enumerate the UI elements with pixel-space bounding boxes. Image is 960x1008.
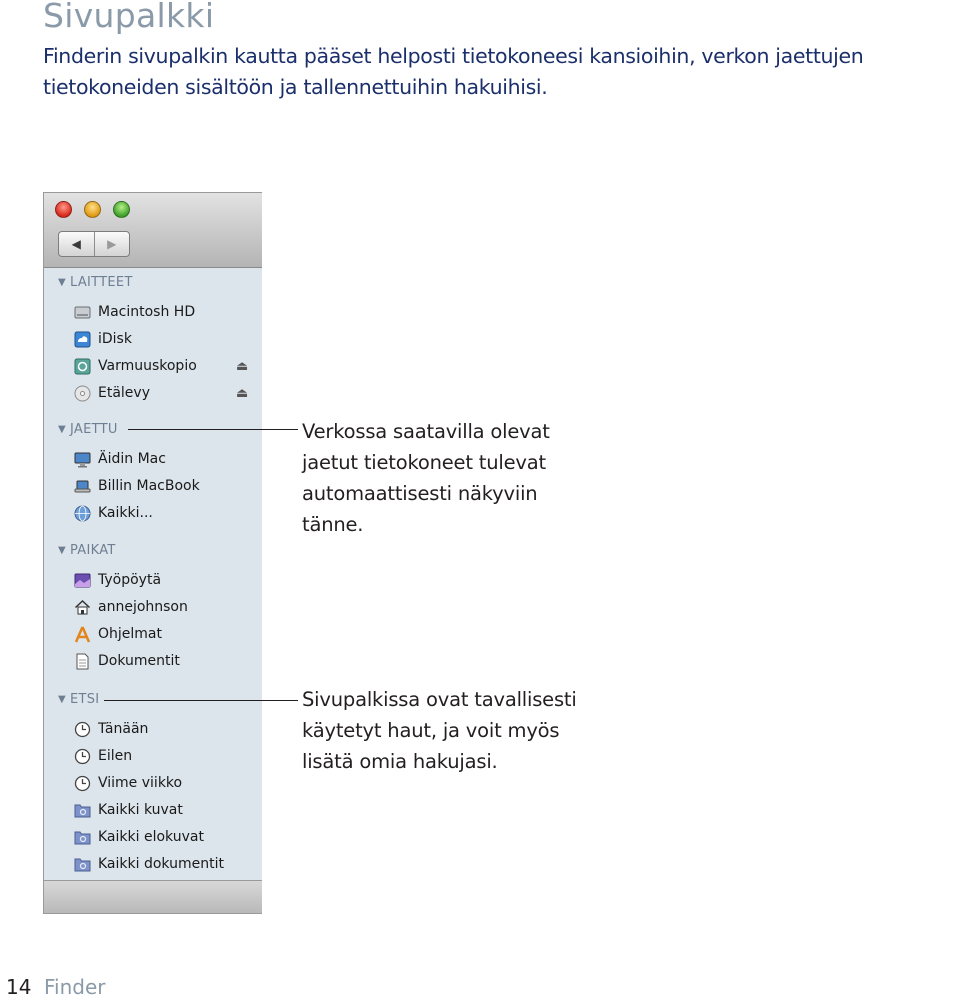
idisk-icon — [74, 331, 91, 348]
sidebar-item-label: Kaikki elokuvat — [98, 829, 204, 845]
sidebar-item-kaikki[interactable] — [74, 502, 153, 524]
callout-shared-computers: Verkossa saatavilla olevat jaetut tietokoneet tulevat automaattisesti näkyviin tänne. — [302, 420, 550, 536]
sidebar-item-eilen[interactable] — [74, 745, 132, 767]
back-arrow-icon: ◀ — [71, 237, 81, 251]
sidebar-item-kaikki-elokuvat[interactable] — [74, 826, 204, 848]
page-heading: Sivupalkki — [43, 0, 215, 35]
sidebar-item-varmuuskopio[interactable] — [74, 355, 252, 377]
sidebar-item-macintosh-hd[interactable] — [74, 301, 252, 323]
documents-icon — [74, 653, 91, 670]
desktop-computer-icon — [74, 451, 91, 468]
section-title: PAIKAT — [70, 543, 116, 558]
finder-window — [43, 192, 262, 914]
eject-icon[interactable]: ⏏ — [236, 386, 249, 401]
network-globe-icon — [74, 505, 91, 522]
back-button[interactable] — [59, 232, 94, 256]
sidebar-item-label: Varmuuskopio — [98, 358, 197, 374]
sidebar-item-dokumentit[interactable] — [74, 650, 180, 672]
clock-icon — [74, 721, 91, 738]
sidebar-item-label: Kaikki dokumentit — [98, 856, 224, 872]
sidebar-section-paikat[interactable] — [58, 543, 116, 558]
sidebar-item-label: Eilen — [98, 748, 133, 764]
sidebar-item-label: iDisk — [98, 331, 132, 347]
page-number: 14 — [6, 975, 32, 999]
sidebar-section-etsi[interactable] — [58, 692, 99, 707]
desktop-folder-icon — [74, 572, 91, 589]
sidebar-item-tanaan[interactable] — [74, 718, 148, 740]
sidebar-item-label: Etälevy — [98, 385, 150, 401]
sidebar-item-tyopoyta[interactable] — [74, 569, 161, 591]
callout-leader-line — [128, 429, 298, 430]
sidebar-item-kaikki-kuvat[interactable] — [74, 799, 183, 821]
forward-arrow-icon: ▶ — [107, 237, 117, 251]
sidebar-item-label: Äidin Mac — [98, 451, 166, 467]
sidebar-item-label: Billin MacBook — [98, 478, 200, 494]
callout-saved-searches: Sivupalkissa ovat tavallisesti käytetyt haut, ja voit myös lisätä omia hakujasi. — [302, 688, 577, 773]
sidebar-section-jaettu[interactable] — [58, 422, 118, 437]
hard-drive-icon — [74, 304, 91, 321]
clock-icon — [74, 775, 91, 792]
smart-folder-icon — [74, 829, 91, 846]
finder-bottom-bar — [44, 880, 262, 913]
zoom-window-button[interactable] — [113, 201, 130, 218]
sidebar-item-label: Macintosh HD — [98, 304, 196, 320]
sidebar-item-viime-viikko[interactable] — [74, 772, 182, 794]
sidebar-item-etalevy[interactable] — [74, 382, 252, 404]
applications-icon — [74, 626, 91, 643]
sidebar-item-annejohnson[interactable] — [74, 596, 188, 618]
section-title: JAETTU — [70, 422, 118, 437]
disclosure-triangle-icon: ▼ — [58, 277, 66, 288]
sidebar-item-ohjelmat[interactable] — [74, 623, 162, 645]
smart-folder-icon — [74, 856, 91, 873]
section-title: ETSI — [70, 692, 100, 707]
sidebar-item-label: Kaikki... — [98, 505, 153, 521]
sidebar-item-aidin-mac[interactable] — [74, 448, 166, 470]
remote-disc-icon — [74, 385, 91, 402]
sidebar-item-label: annejohnson — [98, 599, 188, 615]
sidebar-item-label: Tänään — [98, 721, 149, 737]
backup-drive-icon — [74, 358, 91, 375]
home-icon — [74, 599, 91, 616]
forward-button[interactable] — [94, 232, 130, 256]
callout-leader-line — [104, 700, 298, 701]
sidebar-item-billin-macbook[interactable] — [74, 475, 200, 497]
intro-paragraph: Finderin sivupalkin kautta pääset helposti tietokoneesi kansioihin, verkon jaettujen tietokoneiden sisältöön ja tallennettuihin hakuihisi. — [43, 44, 864, 99]
sidebar-item-label: Viime viikko — [98, 775, 183, 791]
chapter-name: Finder — [44, 975, 106, 999]
sidebar-section-laitteet[interactable] — [58, 275, 133, 290]
eject-icon[interactable]: ⏏ — [236, 359, 249, 374]
finder-sidebar — [44, 268, 262, 880]
navigation-buttons — [58, 231, 130, 257]
sidebar-item-label: Dokumentit — [98, 653, 180, 669]
minimize-window-button[interactable] — [84, 201, 101, 218]
disclosure-triangle-icon: ▼ — [58, 424, 66, 435]
smart-folder-icon — [74, 802, 91, 819]
section-title: LAITTEET — [70, 275, 133, 290]
sidebar-item-kaikki-dokumentit[interactable] — [74, 853, 224, 875]
disclosure-triangle-icon: ▼ — [58, 545, 66, 556]
sidebar-item-label: Työpöytä — [98, 572, 162, 588]
sidebar-item-label: Ohjelmat — [98, 626, 162, 642]
close-window-button[interactable] — [55, 201, 72, 218]
finder-titlebar — [44, 193, 262, 268]
laptop-icon — [74, 478, 91, 495]
disclosure-triangle-icon: ▼ — [58, 694, 66, 705]
sidebar-item-idisk[interactable] — [74, 328, 252, 350]
sidebar-item-label: Kaikki kuvat — [98, 802, 183, 818]
clock-icon — [74, 748, 91, 765]
